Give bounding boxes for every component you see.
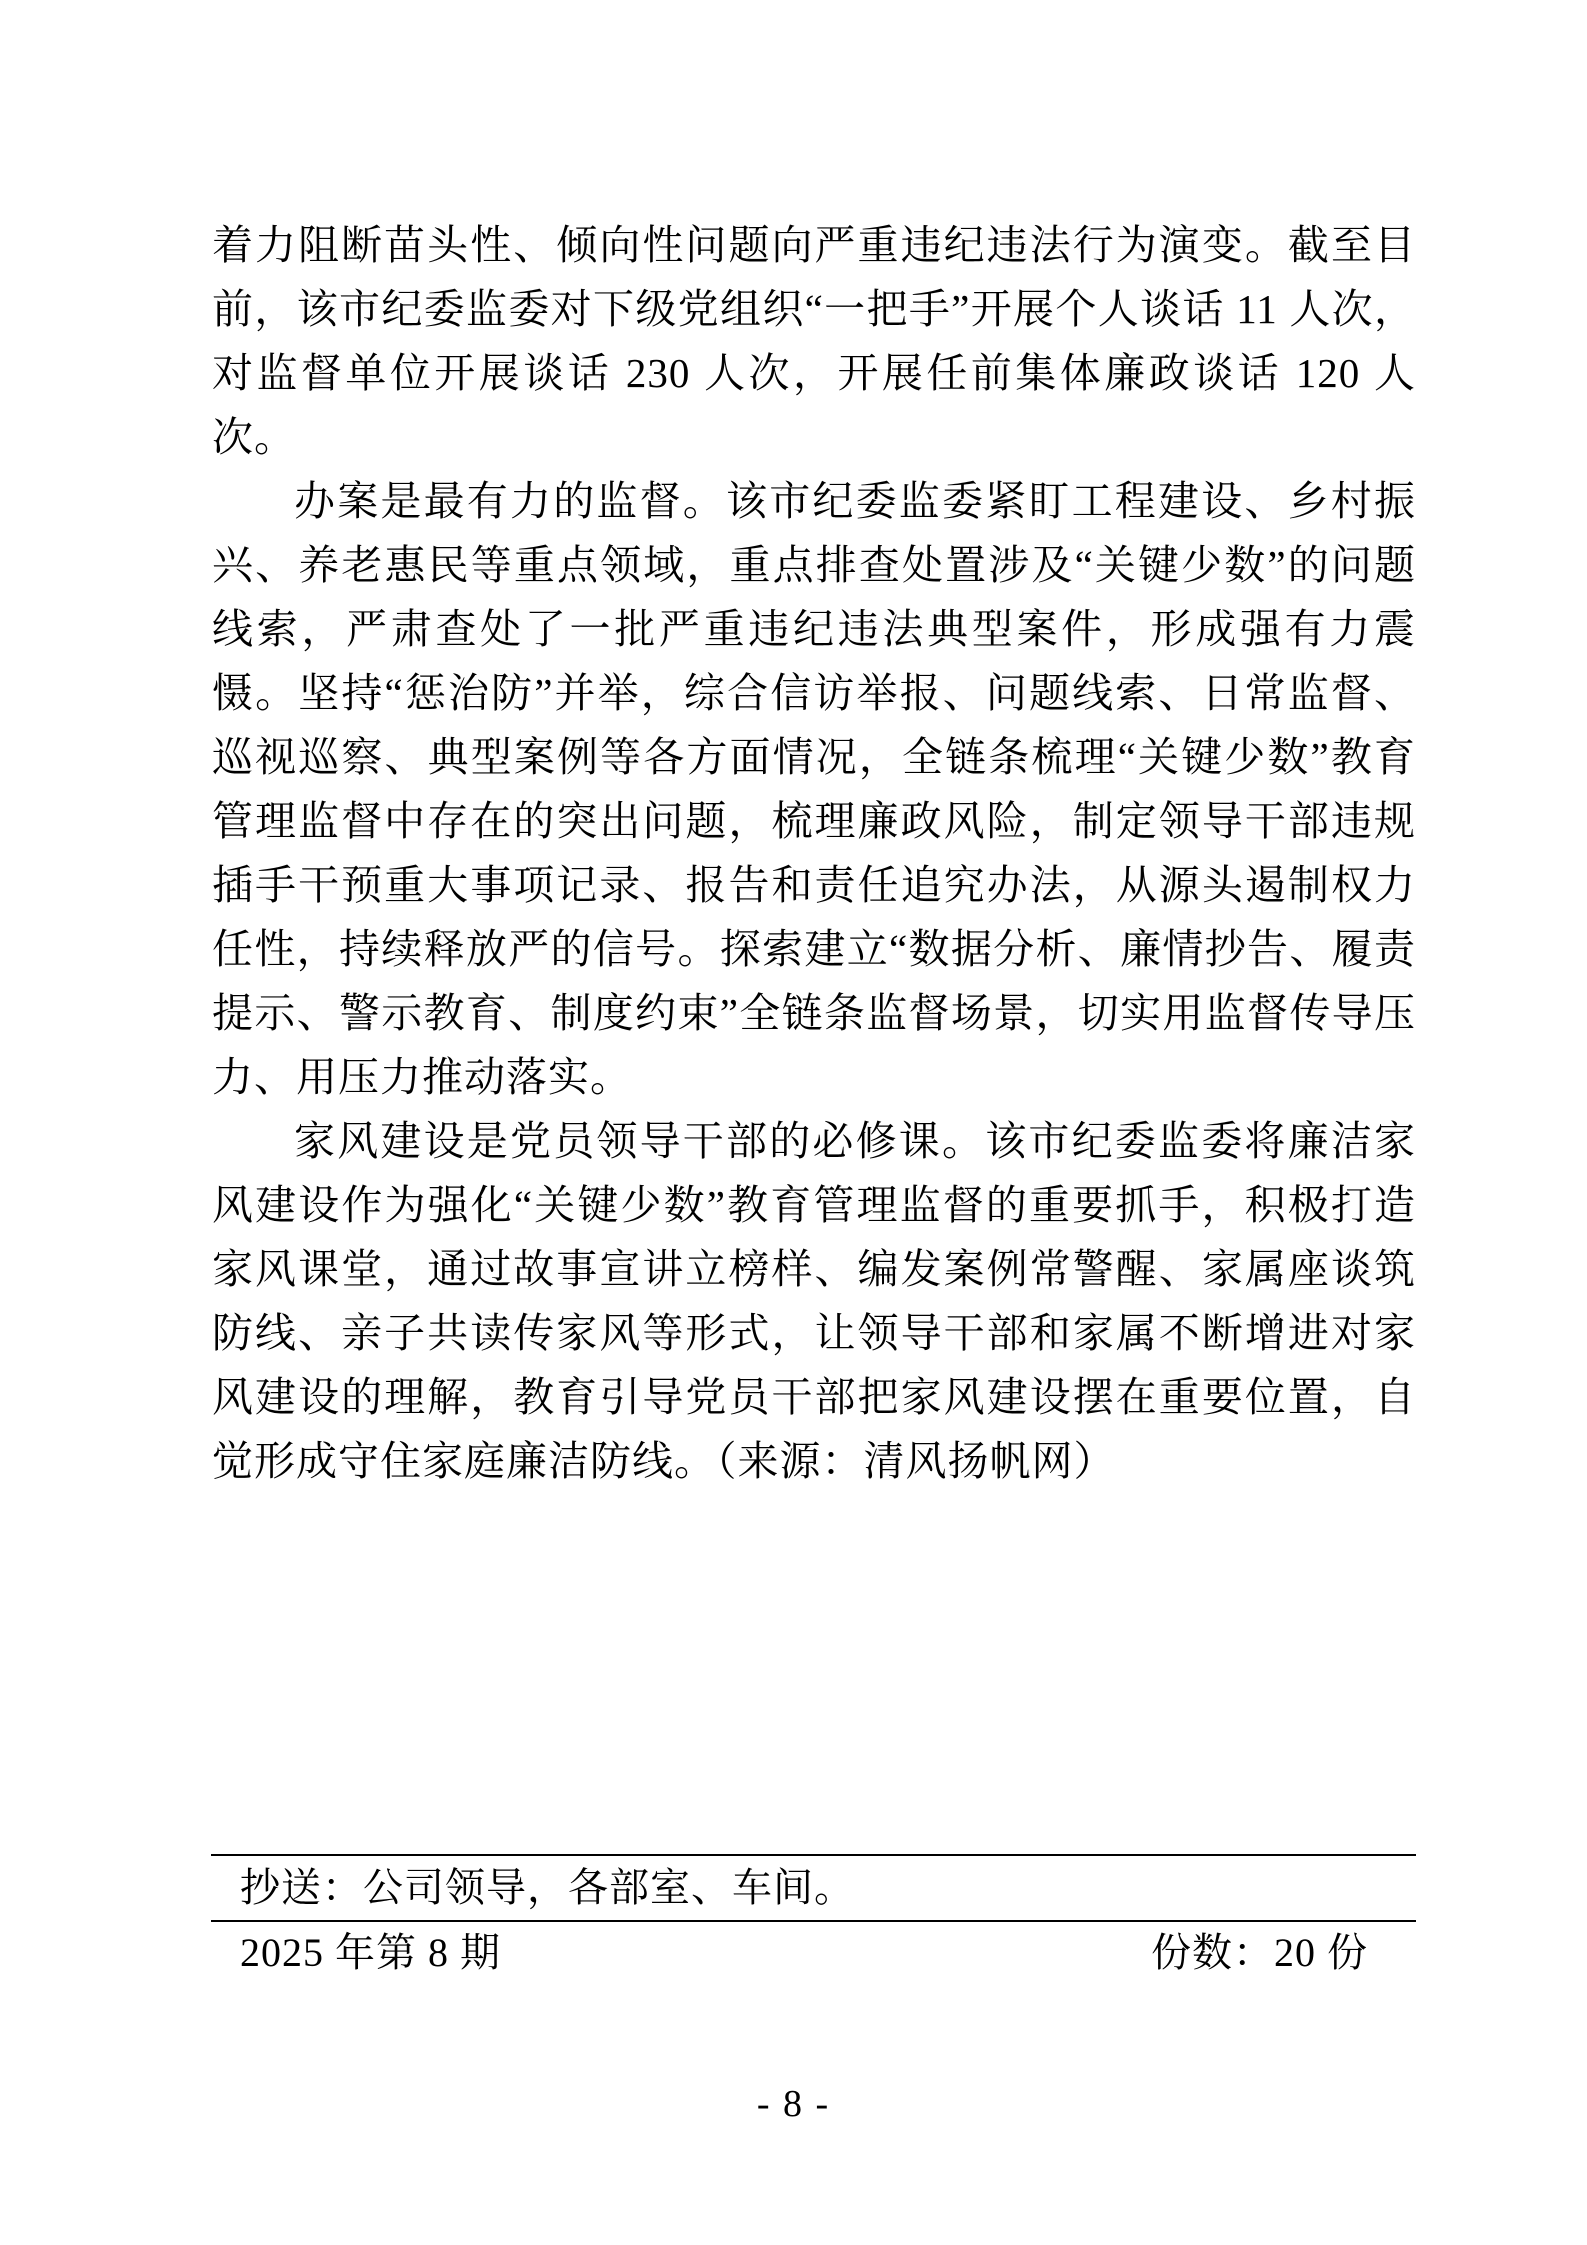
paragraph-family-style: 家风建设是党员领导干部的必修课。该市纪委监委将廉洁家风建设作为强化“关键少数”教育管理监督的重要抓手，积极打造家风课堂，通过故事宣讲立榜样、编发案例常警醒、家属座谈筑防线、亲子共读传家风等形式，让领导干部和家属不断增进对家风建设的理解，教育引导党员干部把家风建设摆在重要位置，自觉形成守住家庭廉洁防线。（来源：清风扬帆网）	[212, 1118, 1416, 1484]
issue-row	[211, 1922, 1416, 1984]
document-body	[212, 213, 1416, 1493]
colophon	[211, 1854, 1416, 1984]
page-number: - 8 -	[756, 2083, 831, 2125]
paragraph-case-handling: 办案是最有力的监督。该市纪委监委紧盯工程建设、乡村振兴、养老惠民等重点领域，重点排查处置涉及“关键少数”的问题线索，严肃查处了一批严重违纪违法典型案件，形成强有力震慑。坚持“惩治防”并举，综合信访举报、问题线索、日常监督、巡视巡察、典型案例等各方面情况，全链条梳理“关键少数”教育管理监督中存在的突出问题，梳理廉政风险，制定领导干部违规插手干预重大事项记录、报告和责任追究办法，从源头遏制权力任性，持续释放严的信号。探索建立“数据分析、廉情抄告、履责提示、警示教育、制度约束”全链条监督场景，切实用监督传导压力、用压力推动落实。	[212, 478, 1416, 1100]
issue-label: 2025 年第 8 期	[240, 1930, 501, 1975]
paragraph-continuation: 着力阻断苗头性、倾向性问题向严重违纪违法行为演变。截至目前，该市纪委监委对下级党组织“一把手”开展个人谈话 11 人次，对监督单位开展谈话 230 人次，开展任前集体廉政谈话 120 人次。	[212, 222, 1416, 460]
copies-label: 份数：20 份	[1151, 1930, 1368, 1975]
cc-line: 抄送：公司领导，各部室、车间。	[240, 1865, 855, 1910]
